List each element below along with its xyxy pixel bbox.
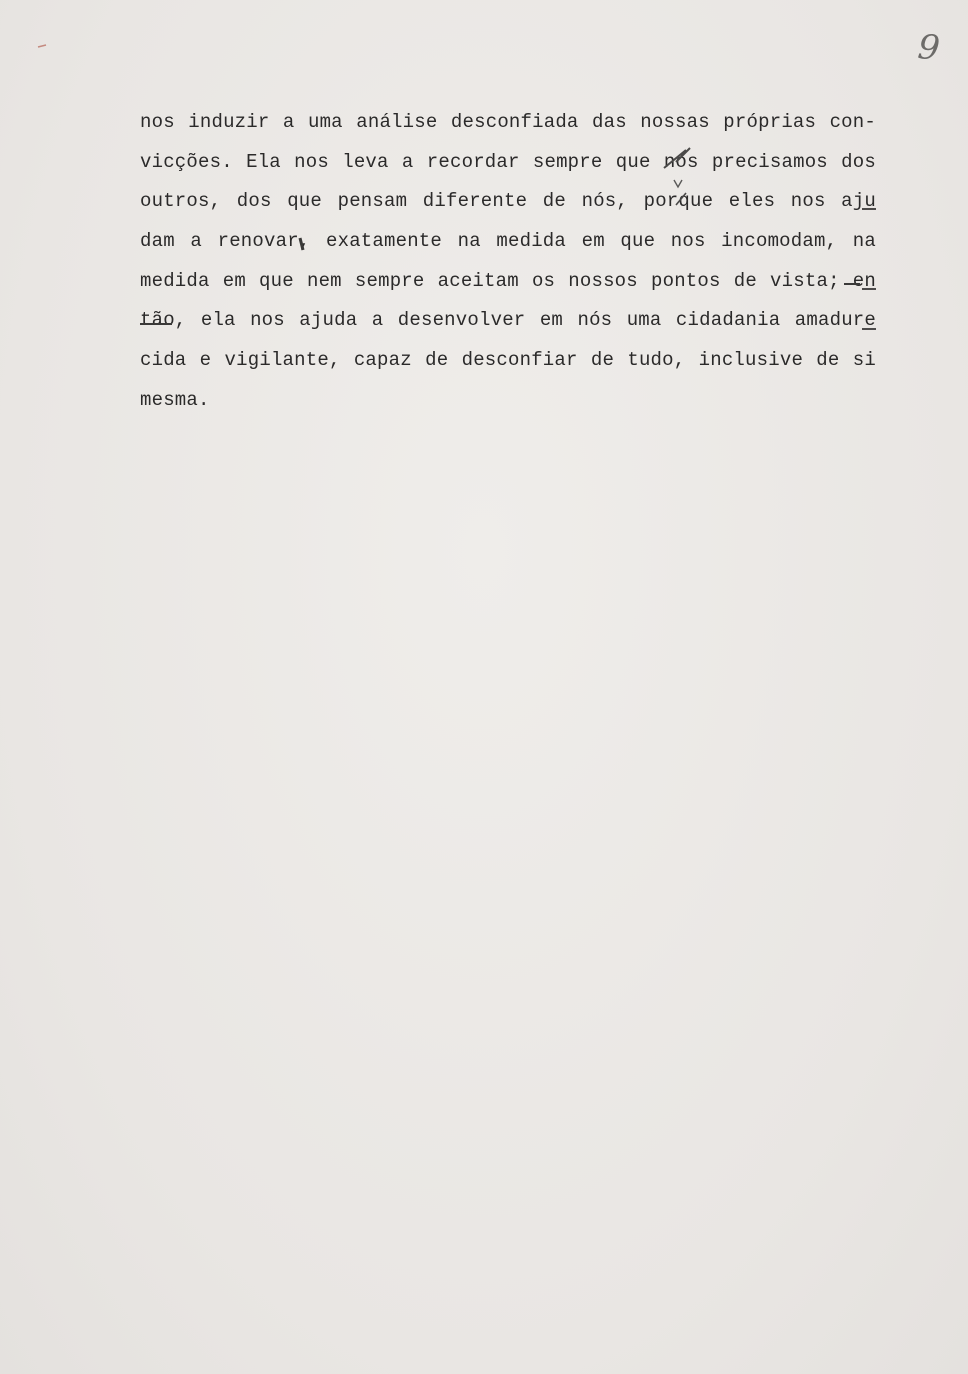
text-line: vicções. Ela nos leva a recordar sempre que nós precisamos dos [140, 150, 876, 173]
text-line: mesma. [140, 388, 210, 411]
body-text [140, 104, 876, 422]
text-line: medida em que nem sempre aceitam os nossos pontos de vista; en [140, 269, 876, 292]
stray-mark-icon [38, 45, 46, 47]
text-line: tão, ela nos ajuda a desenvolver em nós uma cidadania amadure [140, 309, 876, 332]
text-line: cida e vigilante, capaz de desconfiar de tudo, inclusive de si [140, 349, 876, 372]
text-line: outros, dos que pensam diferente de nós, porque eles nos aju [140, 190, 876, 213]
page-number: 9 [915, 26, 942, 70]
text-line: dam a renovar, exatamente na medida em que nos incomodam, na [140, 230, 876, 253]
text-line: nos induzir a uma análise desconfiada das nossas próprias con- [140, 111, 876, 133]
